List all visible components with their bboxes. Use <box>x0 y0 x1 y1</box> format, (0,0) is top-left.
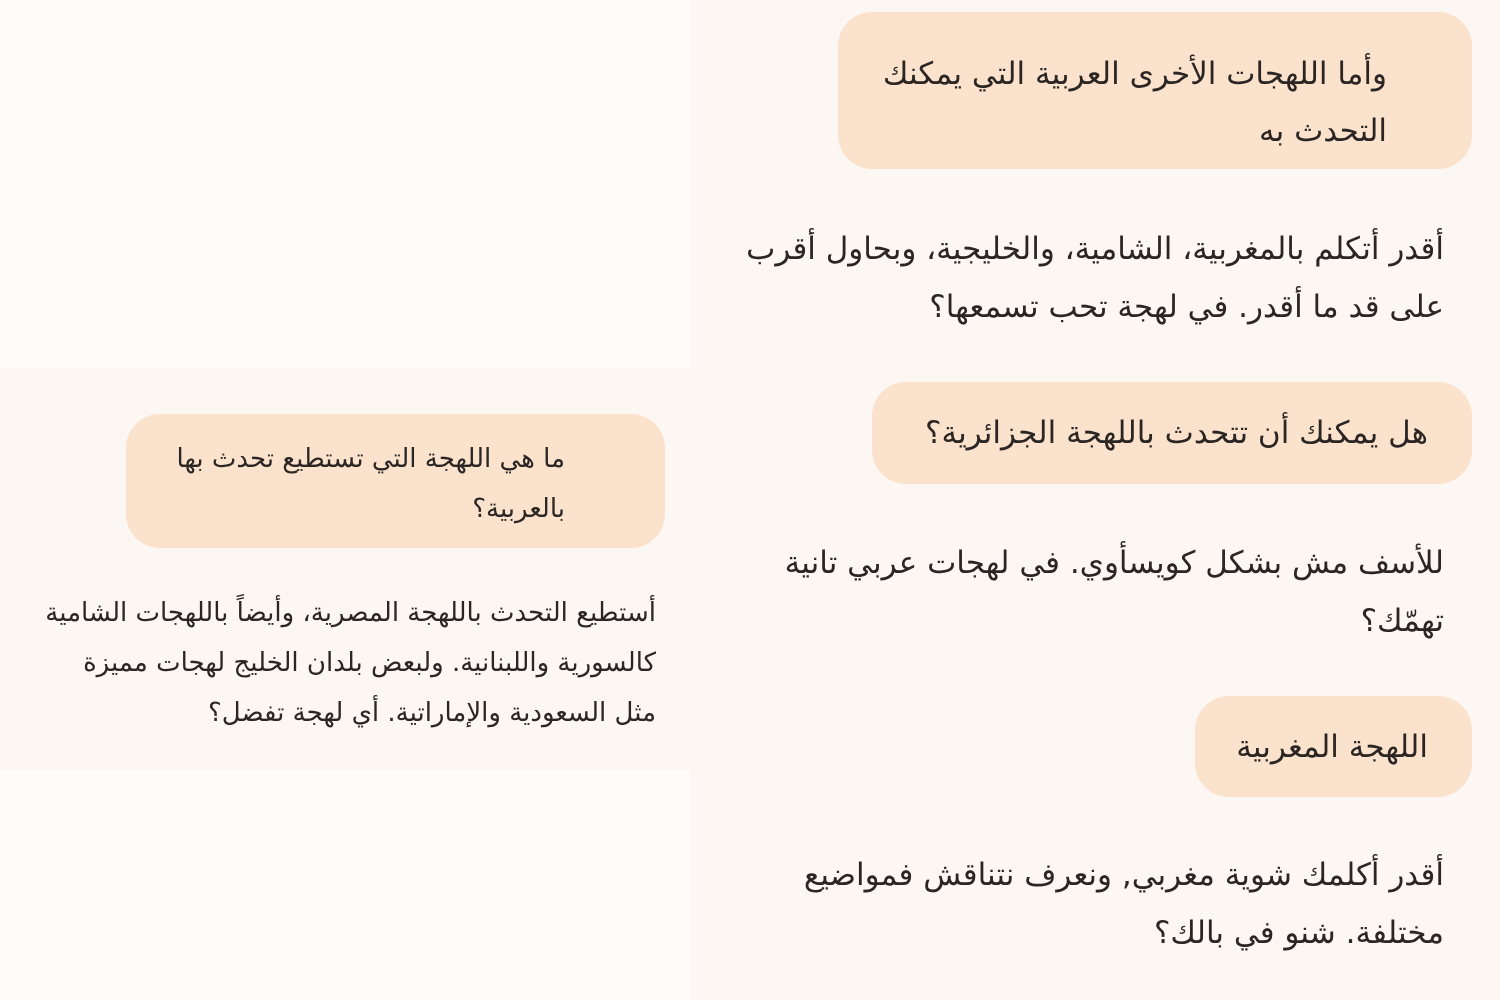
assistant-reply: أستطيع التحدث باللهجة المصرية، وأيضاً باللهجات الشامية كالسورية واللبنانية. ولبعض بلدان الخليج لهجات مميزة مثل السعودية والإماراتية. أي لهجة تفضل؟ <box>45 598 656 728</box>
chat-panel-right[interactable] <box>690 0 1500 1000</box>
chat-panel-left[interactable] <box>0 368 690 770</box>
user-message-bubble: ما هي اللهجة التي تستطيع تحدث بها بالعربية؟ <box>126 414 665 548</box>
assistant-reply: أقدر أكلمك شوية مغربي, ونعرف نتناقش فمواضيع مختلفة. شنو في بالك؟ <box>803 857 1444 951</box>
user-message-bubble: وأما اللهجات الأخرى العربية التي يمكنك التحدث به <box>838 12 1472 169</box>
user-message-bubble: اللهجة المغربية <box>1195 696 1472 797</box>
assistant-reply: للأسف مش بشكل كويسأوي. في لهجات عربي تانية تهمّك؟ <box>784 545 1444 639</box>
assistant-reply: أقدر أتكلم بالمغربية، الشامية، والخليجية، وبحاول أقرب على قد ما أقدر. في لهجة تحب تسمعها؟ <box>746 231 1444 325</box>
user-message-bubble: هل يمكنك أن تتحدث باللهجة الجزائرية؟ <box>872 382 1472 484</box>
